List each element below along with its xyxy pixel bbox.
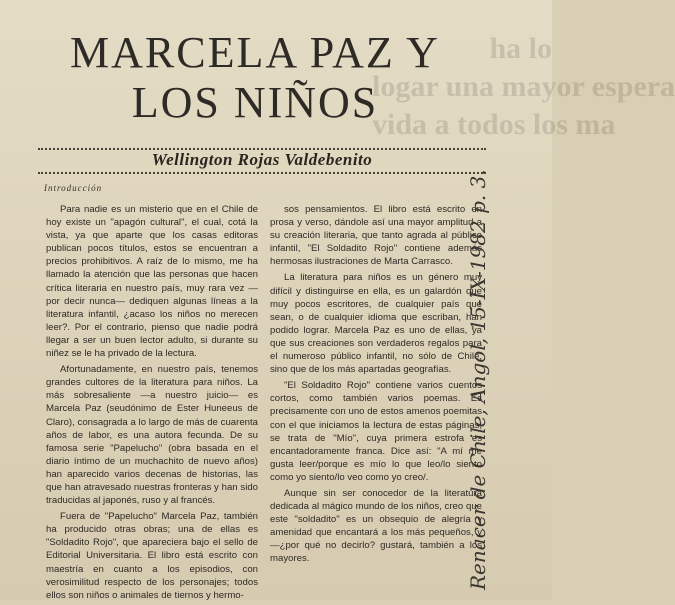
left-paragraph-3: Fuera de "Papelucho" Marcela Paz, también ha producido otras obras; una de ellas es "Soldadito Rojo", que apareciera bajo el sello de Editorial Universitaria. El libro está escrito con maestría en cuanto a los episodios, con verosimilitud respecto de los personajes; todos ellos son niños o animales de tiernos y hermo-: [46, 511, 258, 601]
left-paragraph-2: Afortunadamente, en nuestro país, tenemos grandes cultores de la literatura para niños. La más sobresaliente —a nuestro juicio— es Marcela Paz (seudónimo de Ester Huneeus de Claro), consagrada a lo largo de más de cuarenta años de labor, es una autora fecunda. De su famosa serie "Papelucho" (obra basada en el diario íntimo de un muchachito de nuevo años) han aparecido varios decenas de historias, las que han atravesado nuestras fronteras y han sido traducidas al japonés, ruso y al francés.: [46, 364, 258, 507]
left-paragraph-1: Para nadie es un misterio que en el Chile de hoy existe un "apagón cultural", el cual, cotá la vista, ya que aparte que los casas editoras publican pocos títulos, estos se encuentran a precios prohibitivos. A raíz de lo mismo, me ha llamado la atención que las personas que hacen crítica literaria en nuestro país, muy rara vez —por decir nunca— dediquen algunas líneas a la literatura infantil, ¿acaso los niños no merecen leer?. Por el contrario, pienso que nadie podrá llegar a ser un buen lector adulto, si durante su niñez se le ha privado de la lectura.: [46, 204, 258, 360]
right-paragraph-4: Aunque sin ser conocedor de la literatura dedicada al mágico mundo de los niños, creo que este "soldadito" es un obsequio de alegría y amenidad que encantará a los más pequeños, y —¿por qué no decirlo? gustará, también a los mayores.: [270, 487, 482, 565]
right-paragraph-3: "El Soldadito Rojo" contiene varios cuentos cortos, como también varios poemas. Es precisamente con uno de estos amenos poemitas con el que iniciamos la lectura de estas páginas; se trata de "Mío", cuya primera estrofa es encantadoramente franca. Dice así: "A mí me gusta leer/porque es mío lo que leo/lo siento como yo siento/lo veo como yo creo/.: [270, 380, 482, 483]
left-column: [46, 203, 258, 605]
bottom-dotted-rule: [38, 172, 486, 174]
title-line-2: LOS NIÑOS: [131, 78, 379, 127]
right-paragraph-2: La literatura para niños es un género muy difícil y distinguirse en ella, es un galardón que muy pocos escritores, de cualquier país que sean, o de cualquier idioma que escriban, han podido lograr. Marcela Paz es uno de ellas, ya que sus creaciones son verdaderos regalos para el numeroso público infantil, no sólo de Chile, sino que de los más apartadas geografías.: [270, 272, 482, 376]
bleed-through-text: ha lo logar una mayor espera vida a todos los ma: [372, 32, 675, 141]
right-paragraph-1: sos pensamientos. El libro está escrito en prosa y verso, dándole así una mayor amplitud a su creación literaria, que tanto agrada al público infantil, "El Soldadito Rojo" contiene además hermosas ilustraciones de Marta Carrasco.: [270, 204, 482, 268]
handwritten-source-note: Renacer de Chile, Angol, 15-IX-1982 p. 3.: [466, 169, 490, 590]
section-label: Introducción: [44, 183, 103, 193]
article-title: [30, 28, 480, 128]
right-column: [270, 203, 482, 569]
author-byline: Wellington Rojas Valdebenito: [151, 150, 373, 169]
title-line-1: MARCELA PAZ Y: [70, 28, 440, 77]
